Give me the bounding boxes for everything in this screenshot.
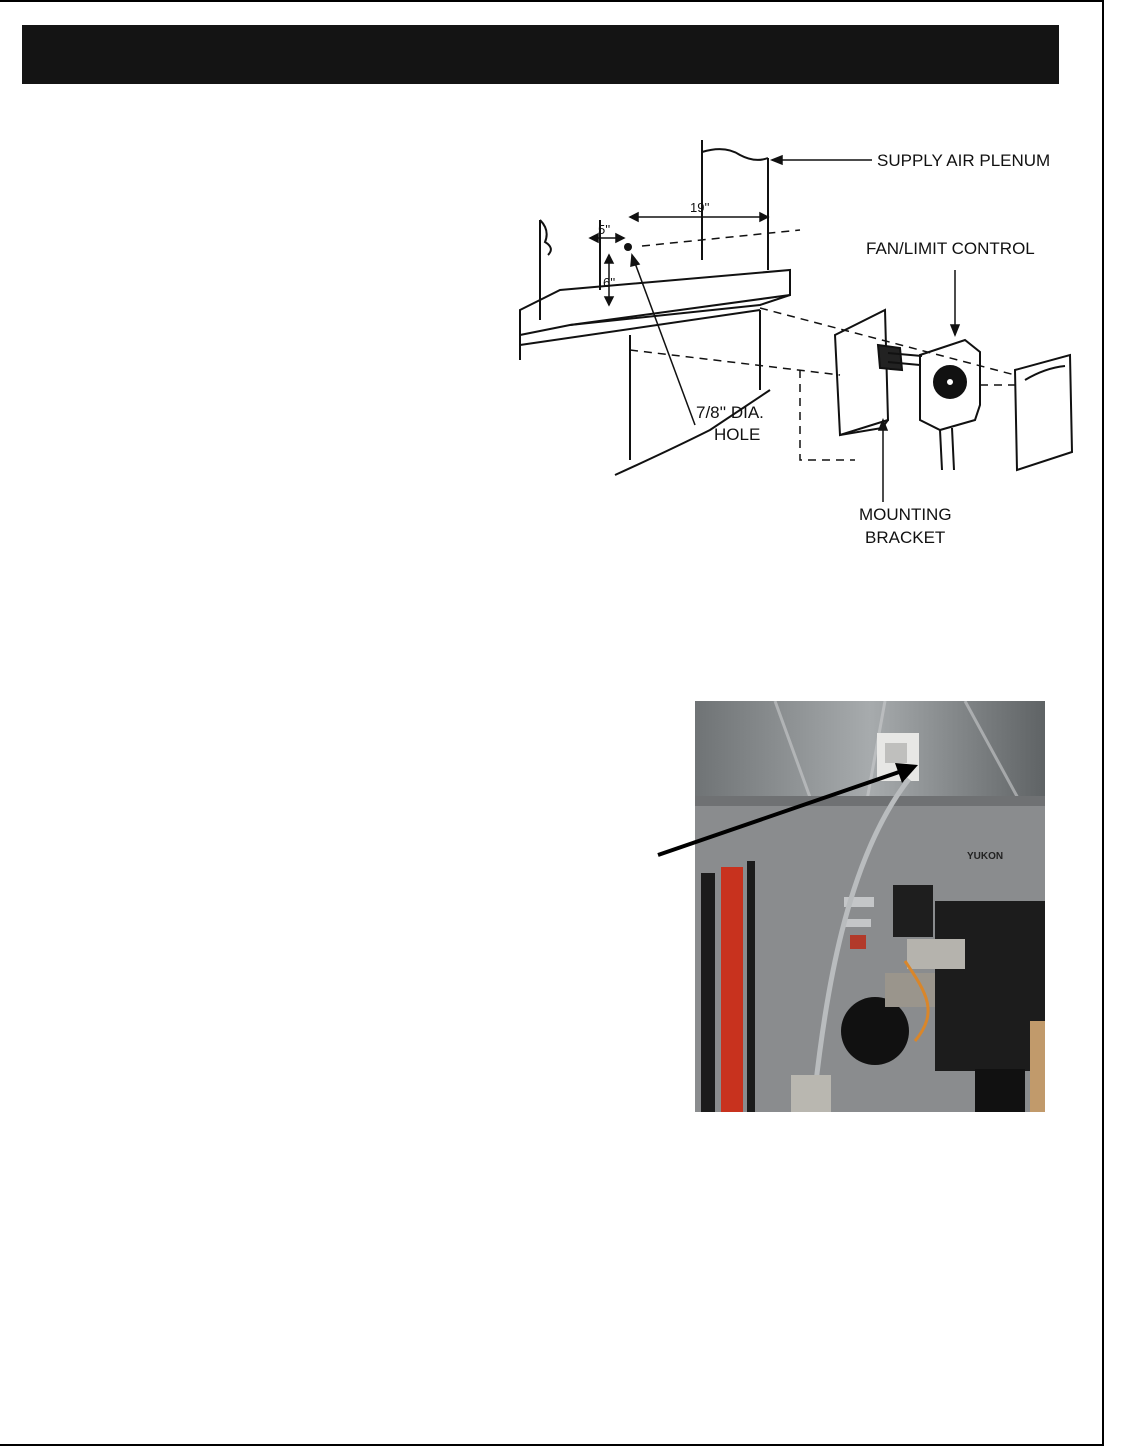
furnace-brand-label: YUKON: [967, 851, 1004, 862]
black-stripe-1: [701, 873, 715, 1112]
red-stripe: [721, 867, 743, 1112]
diagram-svg: [510, 130, 1090, 560]
rating-plate: [893, 885, 933, 937]
label-bracket-line1: MOUNTING: [859, 505, 952, 524]
plenum-break-line: [702, 149, 768, 160]
bracket-plate: [835, 310, 888, 435]
warning-sticker: [850, 935, 866, 949]
dim-19-label: 19'': [690, 200, 710, 215]
bracket-clip: [878, 345, 902, 370]
label-supply-air-plenum: SUPPLY AIR PLENUM: [877, 151, 1051, 170]
label-hole-line1: 7/8'' DIA.: [696, 403, 764, 422]
callout-arrow-line: [658, 771, 902, 855]
junction-box: [791, 1075, 831, 1112]
callout-arrow: [640, 755, 930, 865]
label-bracket-line2: BRACKET: [865, 528, 946, 547]
transformer: [907, 939, 965, 969]
dashed-bracket-outline: [800, 370, 855, 460]
dashed-hole-line: [642, 230, 800, 246]
burner-base: [975, 1069, 1025, 1112]
section-header-bar: [22, 25, 1059, 84]
control-dial-center: [946, 378, 954, 386]
black-stripe-2: [747, 861, 755, 1112]
cover-edge: [1025, 366, 1065, 380]
hole-mark: [624, 243, 632, 251]
dim-5-label: 5'': [598, 222, 611, 237]
burner-housing: [935, 901, 1045, 1071]
control-probe: [940, 428, 954, 470]
callout-arrow-svg: [640, 755, 930, 865]
dashed-projection-1: [630, 350, 840, 375]
label-fan-limit-control: FAN/LIMIT CONTROL: [866, 239, 1035, 258]
fan-limit-installation-diagram: [510, 130, 1090, 560]
dim-6-label: 6'': [603, 275, 616, 290]
control-cover: [1015, 355, 1072, 470]
left-plenum-edge: [540, 220, 551, 320]
label-hole-line2: HOLE: [714, 425, 761, 444]
wood-edge: [1030, 1021, 1045, 1112]
blower-motor: [841, 997, 909, 1065]
label-plate-2: [845, 919, 871, 927]
